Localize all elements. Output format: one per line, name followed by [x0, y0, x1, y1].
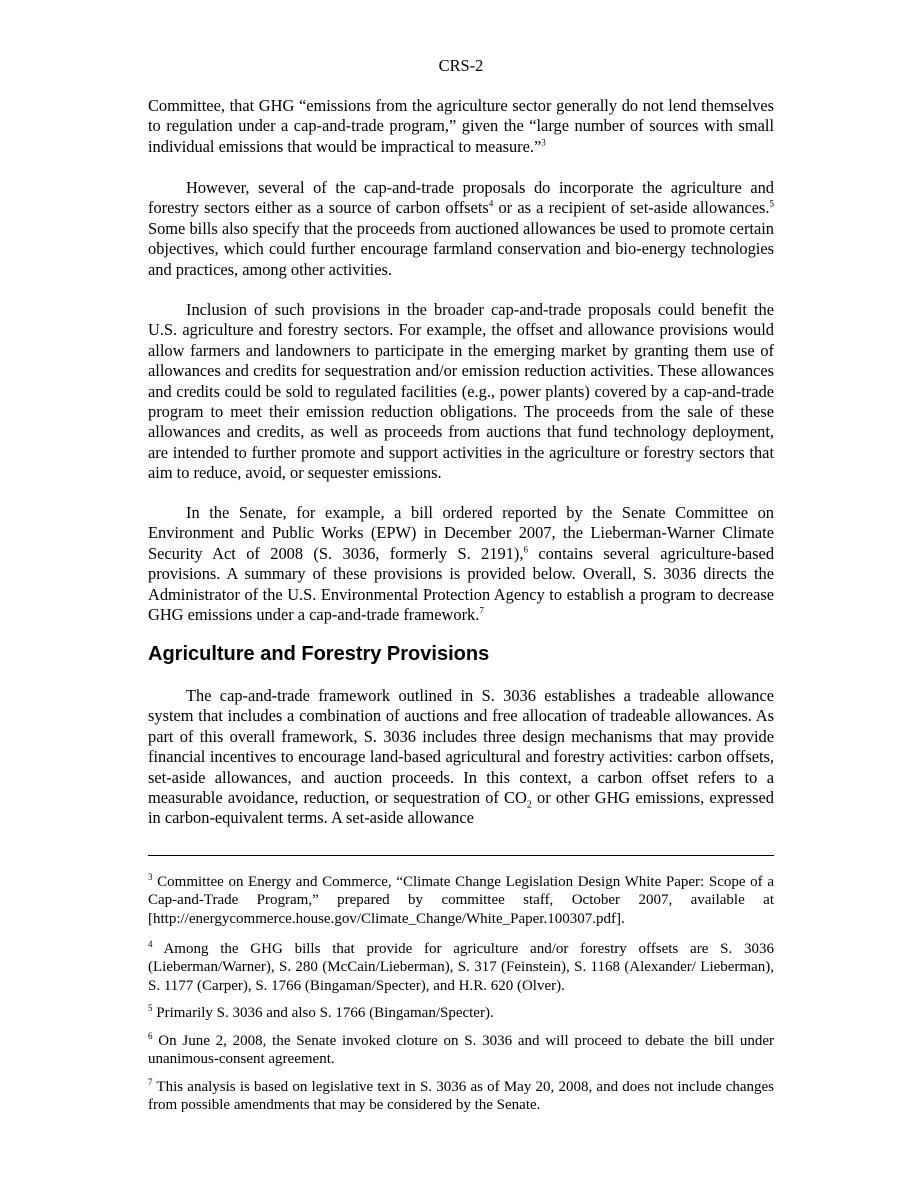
paragraph-5-text-a: The cap-and-trade framework outlined in S. 3036 establishes a tradeable allowance system that includes a combination of auctions and free allocation of tradeable allowances. As part of this overall framework, S. 3036 includes three design mechanisms that may provide financial incentives to encourage land-based agricultural and forestry activities: carbon offsets, set-aside allowances, and auction proceeds. In this context, a carbon offset refers to a measurable avoidance, reduction, or sequestration of CO — [148, 686, 774, 808]
paragraph-4 — [148, 503, 774, 625]
paragraph-1-text: Committee, that GHG “emissions from the agriculture sector generally do not lend themselves to regulation under a cap-and-trade program,” given the “large number of sources with small individual emissions that would be impractical to measure.” — [148, 96, 774, 156]
paragraph-2 — [148, 178, 774, 280]
paragraph-5 — [148, 686, 774, 829]
footnote-divider — [148, 855, 774, 856]
paragraph-2-text-b: or as a recipient of set-aside allowances. — [493, 198, 770, 218]
footnote-7 — [148, 1078, 774, 1115]
footnote-number: 3 — [148, 872, 153, 882]
footnote-text: Primarily S. 3036 and also S. 1766 (Bingaman/Specter). — [152, 1005, 494, 1021]
footnote-5 — [148, 1004, 774, 1022]
section-heading: Agriculture and Forestry Provisions — [148, 643, 490, 665]
paragraph-1 — [148, 96, 774, 157]
footnote-text: On June 2, 2008, the Senate invoked cloture on S. 3036 and will proceed to debate the bill under unanimous-consent agreement. — [148, 1033, 774, 1068]
footnote-ref-3[interactable]: 3 — [541, 137, 546, 148]
paragraph-4-text-b: contains several agriculture-based provisions. A summary of these provisions is provided below. Overall, S. 3036 directs the Administrator of the U.S. Environmental Protection Agency to establish a program to decrease GHG emissions under a cap-and-trade framework. — [148, 543, 775, 625]
footnote-text: This analysis is based on legislative text in S. 3036 as of May 20, 2008, and does not include changes from possible amendments that may be considered by the Senate. — [148, 1079, 774, 1114]
paragraph-2-text-a: However, several of the cap-and-trade proposals do incorporate the agriculture and forestry sectors either as a source of carbon offsets — [148, 178, 774, 218]
paragraph-3: Inclusion of such provisions in the broader cap-and-trade proposals could benefit the U.S. agriculture and forestry sectors. For example, the offset and allowance provisions would allow farmers and landowners to participate in the emerging market by granting them use of allowances and credits for sequestration and/or emission reduction activities. These allowances and credits could be sold to regulated facilities (e.g., power plants) covered by a cap-and-trade program to meet their emission reduction obligations. The proceeds from the sale of these allowances and credits, as well as proceeds from auctions that fund technology deployment, are intended to further promote and support activities in the agriculture or forestry sectors that aim to reduce, avoid, or sequester emissions. — [148, 300, 774, 483]
document-page — [148, 0, 774, 1191]
footnote-6 — [148, 1032, 774, 1069]
page-number-header: CRS-2 — [438, 56, 484, 75]
paragraph-4-text-a: In the Senate, for example, a bill ordered reported by the Senate Committee on Environment and Public Works (EPW) in December 2007, the Lieberman-Warner Climate Security Act of 2008 (S. 3036, formerly S. 2191), — [148, 503, 774, 563]
footnote-ref-4[interactable]: 4 — [488, 198, 494, 209]
footnote-number: 7 — [148, 1077, 153, 1087]
paragraph-2-text-c: Some bills also specify that the proceeds from auctioned allowances be used to promote certain objectives, which could further encourage farmland conservation and bio-energy technologies and practices, among other activities. — [148, 218, 774, 279]
footnote-number: 4 — [148, 939, 153, 949]
footnote-ref-5[interactable]: 5 — [769, 198, 774, 209]
footnote-text: Among the GHG bills that provide for agriculture and/or forestry offsets are S. 3036 (Lieberman/Warner), S. 280 (McCain/Lieberman), S. 317 (Feinstein), S. 1168 (Alexander/ Lieberman), S. 1177 (Carper), S. 1766 (Bingaman/Specter), and H.R. 620 (Olver). — [148, 941, 774, 994]
footnote-text: Committee on Energy and Commerce, “Climate Change Legislation Design White Paper: Scope of a Cap-and-Trade Program,” prepared by committee staff, October 2007, available at [http://energycommerce.house.gov/Climate_Change/White_Paper.100307.pdf]. — [148, 874, 774, 927]
co2-subscript: 2 — [526, 799, 532, 811]
footnote-ref-6[interactable]: 6 — [523, 544, 528, 555]
footnote-ref-7[interactable]: 7 — [479, 605, 484, 616]
footnote-number: 6 — [148, 1031, 153, 1041]
footnote-number: 5 — [148, 1003, 153, 1013]
footnote-3 — [148, 873, 774, 928]
footnote-4 — [148, 940, 774, 995]
paragraph-5-text-b: or other GHG emissions, expressed in carbon-equivalent terms. A set-aside allowance — [148, 788, 774, 828]
